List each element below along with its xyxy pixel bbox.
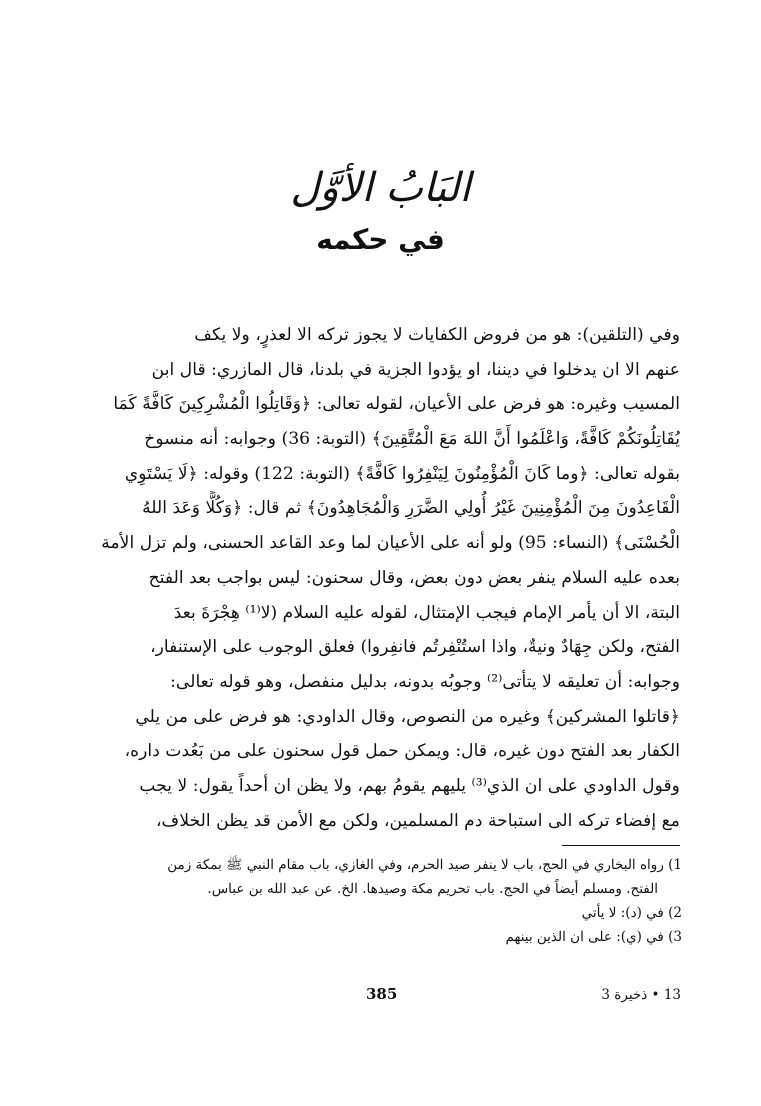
body-line: ﴿قاتلوا المشركين﴾ وغيره من النصوص، وقال الداودي: هو فرض على من يلي: [135, 706, 680, 727]
body-line: عنهم الا ان يدخلوا في ديننا، او يؤدوا الجزية في بلدنا، قال المازري: قال ابن: [151, 359, 680, 380]
footnote-1: 1) رواه البخاري في الحج، باب لا ينفر صيد الحرم، وفي الغازي، باب مقام النبي ﷺ بمكة زمن: [167, 857, 682, 873]
body-line: وجوابه: أن تعليقه لا يتأتى⁽²⁾ وجوبُه بدونه، بدليل منفصل، وهو قوله تعالى:: [170, 671, 680, 692]
page-number: 385: [366, 985, 398, 1003]
running-footer: 13 • ذخيرة 3: [601, 987, 681, 1003]
chapter-subtitle: في حكمه: [316, 223, 445, 256]
footnote-1-continuation: الفتح. ومسلم أيضاً في الحج. باب تحريم مكة وصيدها. الخ. عن عبد الله بن عباس.: [207, 881, 658, 897]
body-line: المسيب وغيره: هو فرض على الأعيان، لقوله تعالى: ﴿وَقَاتِلُوا الْمُشْرِكِينَ كَافَّةً كَمَا: [113, 394, 680, 415]
footnote-divider: [562, 845, 680, 846]
body-line: الْقَاعِدُونَ مِنَ الْمُؤْمِنِينَ غَيْرُ أُولِي الضَّرَرِ وَالْمُجَاهِدُونَ﴾ ثم قال: ﴿وَكُلًّا وَعَدَ اللهُ: [142, 498, 680, 519]
page-footer: [0, 985, 761, 1009]
body-line: البتة، الا أن يأمر الإمام فيجب الإمتثال، لقوله عليه السلام (لا⁽¹⁾ هِجْرَةَ بعدَ: [173, 602, 680, 623]
body-line: مع إفضاء تركه الى استباحة دم المسلمين، ولكن مع الأمن قد يظن الخلاف،: [155, 810, 680, 831]
body-line: الْحُسْنَى﴾ (النساء: 95) ولو أنه على الأعيان لما وعد القاعد الحسنى، ولم تزل الأمة: [101, 533, 680, 554]
body-line: بعده عليه السلام ينفر بعض دون بعض، وقال سحنون: ليس بواجب بعد الفتح: [148, 567, 680, 588]
body-line: وفي (التلقين): هو من فروض الكفايات لا يجوز تركه الا لعذرٍ، ولا يكف: [194, 325, 680, 345]
body-line: الكفار بعد الفتح دون غيره، قال: ويمكن حمل قول سحنون على من بَعُدت داره،: [124, 741, 680, 762]
body-line: يُقَاتِلُونَكُمْ كَافَّةً، وَاعْلَمُوا أَنَّ اللهَ مَعَ الْمُتَّقِينَ﴾ (التوبة: 36) وجوابه: أنه منسوخ: [144, 429, 680, 450]
footnote-2: 2) في (د): لا يأتي: [581, 905, 682, 921]
body-line: وقول الداودي على ان الذي⁽³⁾ يليهم يقومُ بهم، ولا يظن ان أحداً يقول: لا يجب: [139, 775, 680, 796]
chapter-title: البَابُ الأوَّل: [290, 165, 471, 211]
body-line: بقوله تعالى: ﴿وما كَانَ الْمُؤْمِنُونَ لِيَنْفِرُوا كَافَّةً﴾ (التوبة: 122) وقوله: ﴿لَا يَسْتَوِي: [124, 463, 680, 484]
body-text: [80, 318, 680, 838]
footnotes: [80, 853, 682, 949]
body-line: الفتح، ولكن جِهَادٌ ونيةٌ، واذا استُنْفِرتُم فانفِروا) فعلق الوجوب على الإستنفار،: [150, 637, 680, 658]
footnote-3: 3) في (ي): على ان الذين بينهم: [505, 929, 682, 945]
